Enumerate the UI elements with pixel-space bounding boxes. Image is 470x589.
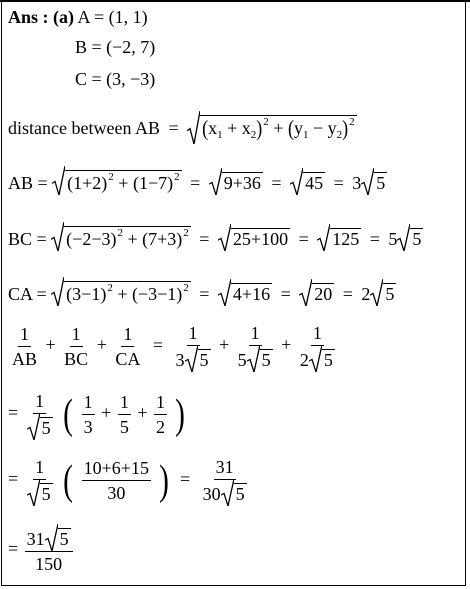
- bc-calculation: BC = $(-2-3)^2 + (7+3)^2$ = 25+100 = 125 = 5 5: [8, 226, 423, 248]
- ca-calculation: CA = $(3-1)^2 + (-3-1)^2$ = 4+16 = 20 = 2 5: [8, 281, 396, 303]
- final-result: = 31 5 150: [8, 528, 75, 573]
- combined-step: = $\frac{1}{5}$ ( $\frac{10+6+15}{30}$ ) = 31 30 5: [8, 457, 245, 504]
- ab-lhs: AB =: [8, 173, 48, 193]
- point-b: B = (−2, 7): [75, 37, 156, 57]
- factored-step: = $\frac{1}{5}$ ( $\frac{1}{3}$ + $\frac{1}{5}$ + $\frac{1}{2}$ ): [8, 391, 186, 438]
- answer-label: Ans : (a): [8, 7, 74, 27]
- bc-lhs: BC =: [8, 229, 47, 249]
- formula-label: distance between AB: [8, 118, 160, 138]
- answer-line-a: [8, 8, 148, 26]
- formula-sqrt: $(x_1 + x_2)^2 + (y_1 - y_2)^2$: [187, 115, 356, 141]
- ca-lhs: CA =: [8, 284, 47, 304]
- point-a: A = (1, 1): [77, 7, 148, 27]
- ab-calculation: AB = $(1+2)^2 + (1-7)^2$ = 9+36 = 45 = 3 5: [8, 170, 387, 192]
- distance-formula: distance between AB = $(x_1 + x_2)^2 + (y_1 - y_2)^2$: [8, 115, 357, 141]
- reciprocal-sum: $\frac{1}{AB}$ + $\frac{1}{BC}$ + $\frac{1}{CA}$ = 1 3 5 + 1 5 5 + 1 2 5: [12, 323, 333, 370]
- point-c: C = (3, −3): [75, 69, 156, 89]
